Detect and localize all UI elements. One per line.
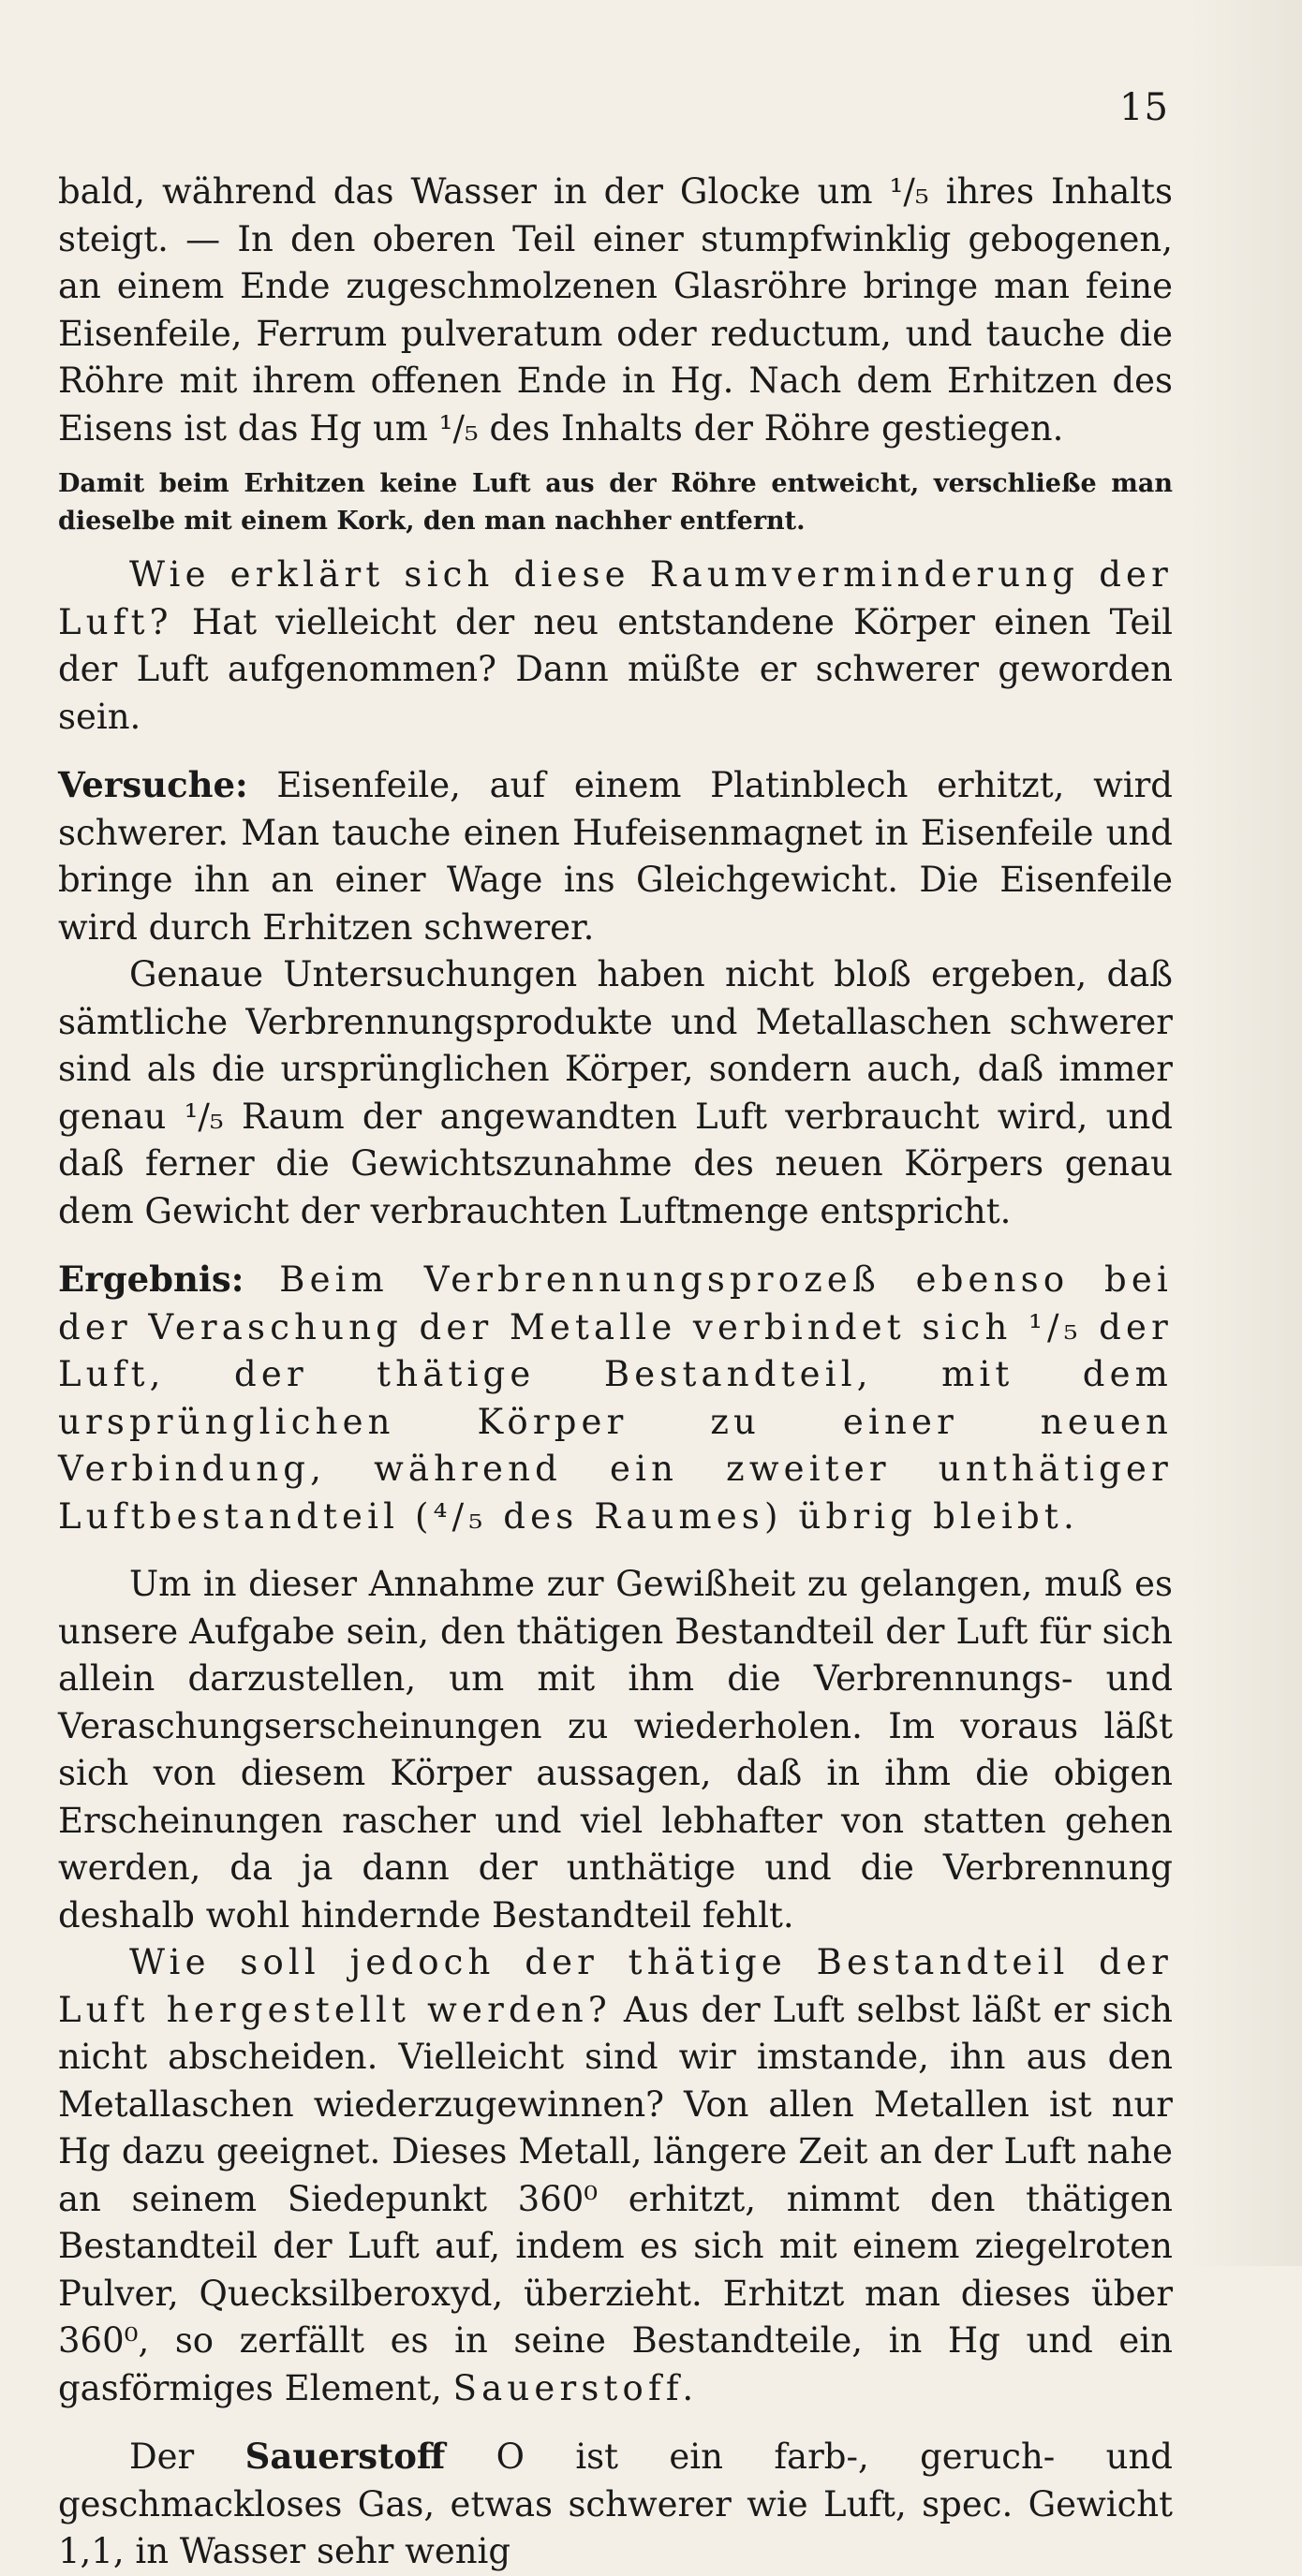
paragraph-4: Um in dieser Annahme zur Gewißheit zu gelangen, muß es unsere Aufgabe sein, den thätigen Bestandteil der Luft für sich allein darzustellen, um mit ihm die Verbrennungs- und Veraschungserscheinungen zu wiederholen. Im voraus läßt sich von diesem Körper aussagen, daß in ihm die obigen Erscheinungen rascher und viel lebhafter von statten gehen werden, da ja dann der unthätige und die Verbrennung deshalb wohl hindernde Bestandteil fehlt. [58, 1564, 1173, 1936]
paragraph-6 [58, 2433, 1173, 2576]
ergebnis-label: Ergebnis: [58, 1259, 244, 1300]
paragraph-versuche [58, 761, 1173, 951]
spaced-question-2: Wie soll jedoch der thätige Bestandteil der Luft hergestellt werden? [58, 1942, 1173, 2030]
paragraph-ergebnis [58, 1256, 1173, 1540]
ergebnis-text: Beim Verbrennungsprozeß ebenso bei der Veraschung der Metalle verbindet sich ¹/₅ der Luft, der thätige Bestandteil, mit dem ursprünglichen Körper zu einer neuen Verbindung, während ein zweiter unthätiger Luftbestandteil (⁴/₅ des Raumes) übrig bleibt. [58, 1259, 1173, 1537]
page-number: 15 [1119, 86, 1169, 129]
paragraph-3: Genaue Untersuchungen haben nicht bloß ergeben, daß sämtliche Verbrennungsprodukte und Metallaschen schwerer sind als die ursprünglichen Körper, sondern auch, daß immer genau ¹/₅ Raum der angewandten Luft verbraucht wird, und daß ferner die Gewichtszunahme des neuen Körpers genau dem Gewicht der verbrauchten Luftmenge entspricht. [58, 954, 1173, 1231]
paragraph-5-rest: Aus der Luft selbst läßt er sich nicht abscheiden. Vielleicht sind wir imstande, ihn aus den Metallaschen wiederzugewinnen? Von allen Metallen ist nur Hg dazu geeignet. Dieses Metall, längere Zeit an der Luft nahe an seinem Siedepunkt 360⁰ erhitzt, nimmt den thätigen Bestandteil der Luft auf, indem es sich mit einem ziegelroten Pulver, Quecksilberoxyd, überzieht. Erhitzt man dieses über 360⁰, so zerfällt es in seine Bestandteile, in Hg und ein gasförmiges Element, [58, 1989, 1173, 2408]
sauerstoff-term: Sauerstoff. [452, 2367, 699, 2408]
paragraph-6-rest: O ist ein farb-, geruch- und geschmackloses Gas, etwas schwerer wie Luft, spec. Gewicht 1,1, in Wasser sehr wenig [58, 2436, 1173, 2571]
paragraph-1: bald, während das Wasser in der Glocke um ¹/₅ ihres Inhalts steigt. — In den oberen Teil einer stumpfwinklig gebogenen, an einem Ende zugeschmolzenen Glasröhre bringe man feine Eisenfeile, Ferrum pulveratum oder reductum, und tauche die Röhre mit ihrem offenen Ende in Hg. Nach dem Erhitzen des Eisens ist das Hg um ¹/₅ des Inhalts der Röhre gestiegen. [58, 171, 1173, 449]
paragraph-6-pre: Der [129, 2436, 245, 2477]
paragraph-question [58, 552, 1173, 741]
question-rest: Hat vielleicht der neu entstandene Körper einen Teil der Luft aufgenommen? Dann müßte er schwerer geworden sein. [58, 601, 1173, 737]
paragraph-5 [58, 1939, 1173, 2412]
versuche-text: Eisenfeile, auf einem Platinblech erhitzt, wird schwerer. Man tauche einen Hufeisenmagnet in Eisenfeile und bringe ihn an einer Wage ins Gleichgewicht. Die Eisenfeile wird durch Erhitzen schwerer. [58, 765, 1173, 948]
versuche-label: Versuche: [58, 764, 248, 805]
sauerstoff-heading: Sauerstoff [244, 2436, 446, 2477]
note-paragraph: Damit beim Erhitzen keine Luft aus der Röhre entweicht, verschließe man dieselbe mit einem Kork, den man nachher entfernt. [58, 469, 1173, 536]
facing-page-bleed [1190, 0, 1302, 2266]
page-text [58, 169, 1173, 2576]
spaced-question: Wie erklärt sich diese Raumverminderung der Luft? [58, 554, 1173, 642]
